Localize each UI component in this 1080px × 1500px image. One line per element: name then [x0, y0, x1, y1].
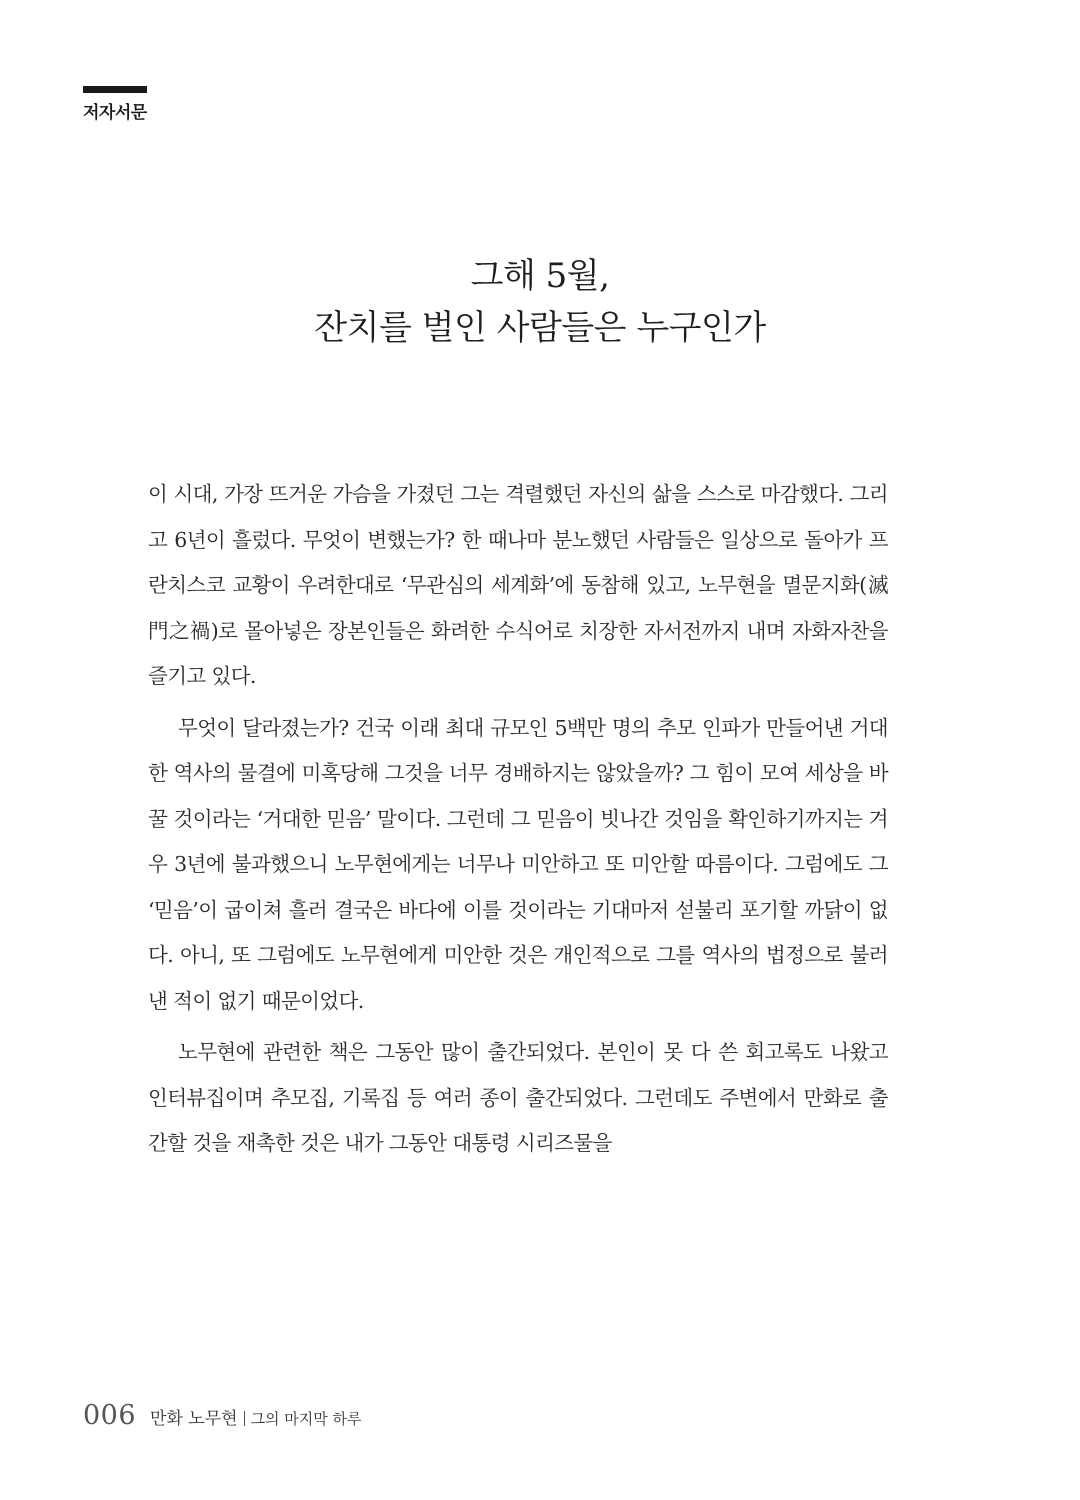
chapter-title [0, 250, 1080, 354]
paragraph-3: 노무현에 관련한 책은 그동안 많이 출간되었다. 본인이 못 다 쓴 회고록도 나왔고 인터뷰집이며 추모집, 기록집 등 여러 종이 출간되었다. 그런데도 주변에서 만화로 출간할 것을 재촉한 것은 내가 그동안 대통령 시리즈물을 [148, 1040, 888, 1155]
body-text [148, 472, 888, 1173]
paragraph-2: 무엇이 달라졌는가? 건국 이래 최대 규모인 5백만 명의 추모 인파가 만들어낸 거대한 역사의 물결에 미혹당해 그것을 너무 경배하지는 않았을까? 그 힘이 모여 세상을 바꿀 것이라는 ‘거대한 믿음’ 말이다. 그런데 그 믿음이 빗나간 것임을 확인하기까지는 겨우 3년에 불과했으니 노무현에게는 너무나 미안하고 또 미안할 따름이다. 그럼에도 그 ‘믿음’이 굽이쳐 흘러 결국은 바다에 이를 것이라는 기대마저 섣불리 포기할 까닭이 없다. 아니, 또 그럼에도 노무현에게 미안한 것은 개인적으로 그를 역사의 법정으로 불러낸 적이 없기 때문이었다. [148, 715, 888, 1013]
page-footer [83, 1400, 362, 1434]
footer-divider [244, 1411, 245, 1426]
book-subtitle: 그의 마지막 하루 [250, 1410, 362, 1428]
chapter-title-line-2: 잔치를 벌인 사람들은 누구인가 [314, 308, 766, 348]
section-label: 저자서문 [83, 103, 147, 123]
section-marker-bar [83, 86, 147, 93]
book-title: 만화 노무현 [150, 1409, 238, 1429]
page-number: 006 [83, 1400, 137, 1431]
paragraph-1: 이 시대, 가장 뜨거운 가슴을 가졌던 그는 격렬했던 자신의 삶을 스스로 마감했다. 그리고 6년이 흘렀다. 무엇이 변했는가? 한 때나마 분노했던 사람들은 일상으로 돌아가 프란치스코 교황이 우려한대로 ‘무관심의 세계화’에 동참해 있고, 노무현을 멸문지화(滅門之禍)로 몰아넣은 장본인들은 화려한 수식어로 치장한 자서전까지 내며 자화자찬을 즐기고 있다. [148, 482, 888, 688]
chapter-title-line-1: 그해 5월, [470, 256, 610, 296]
